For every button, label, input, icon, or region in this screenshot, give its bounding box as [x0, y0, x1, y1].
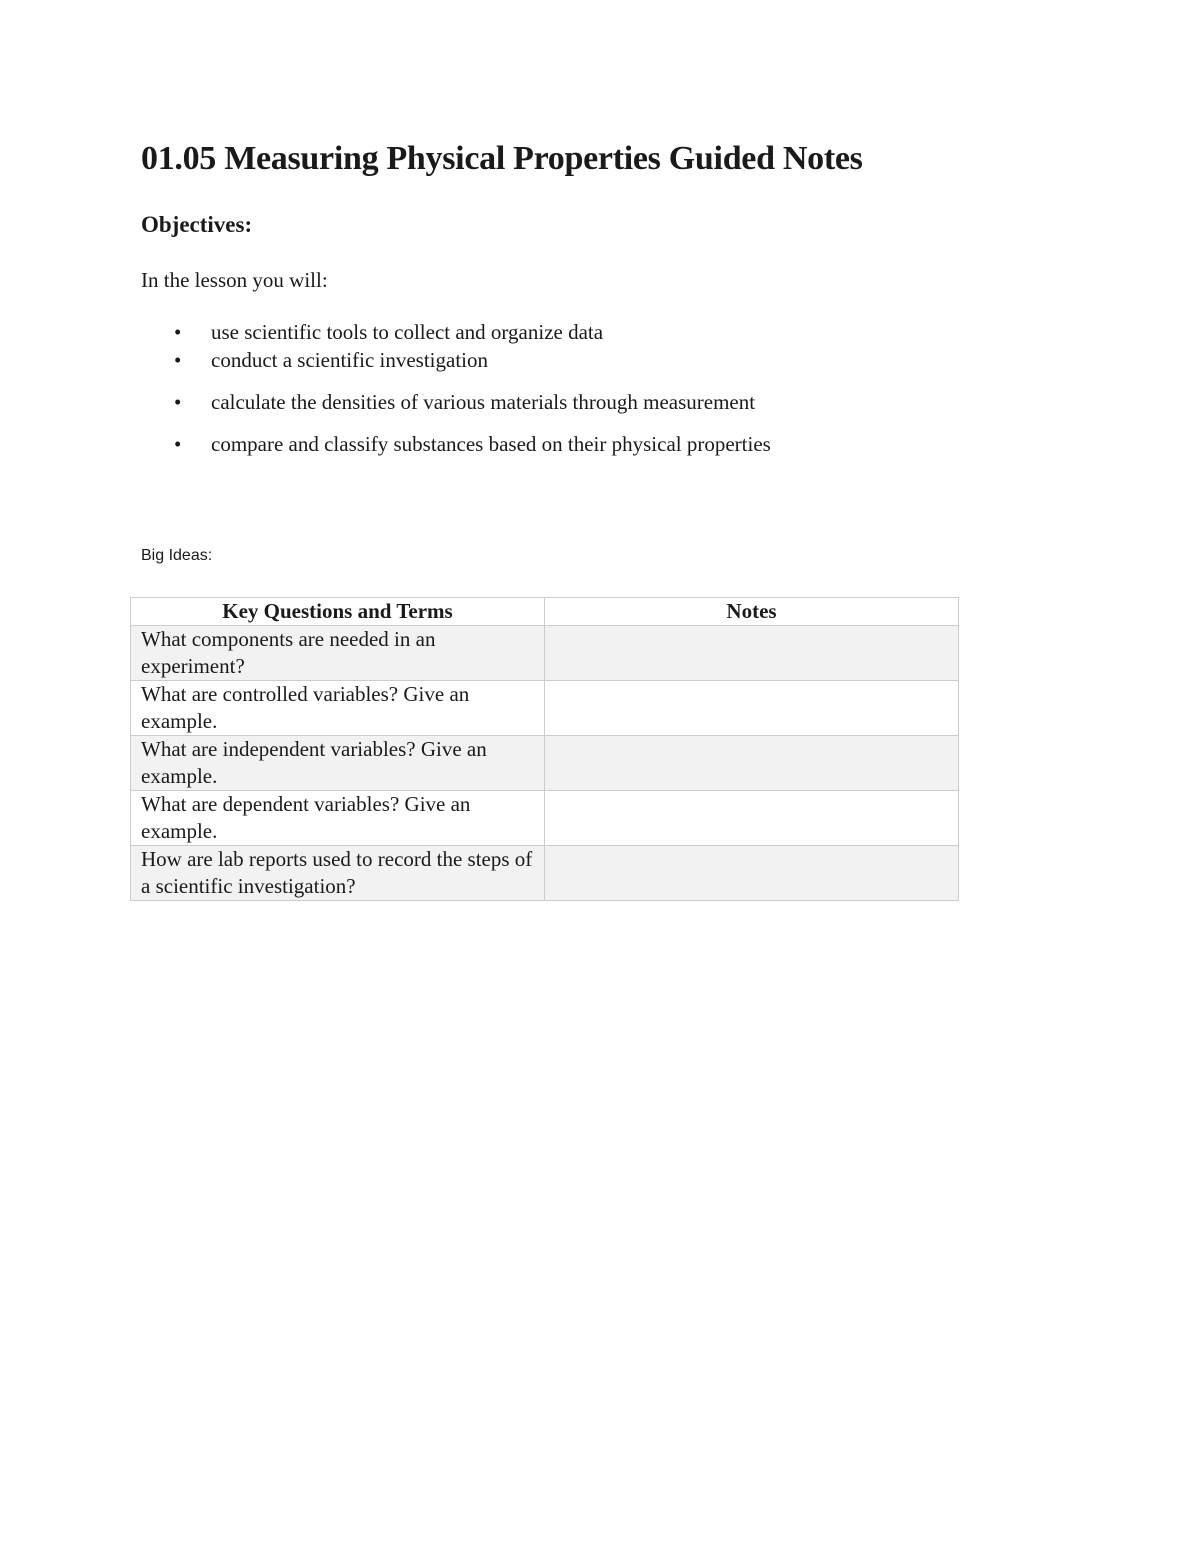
notes-cell[interactable]: [545, 846, 959, 901]
question-cell: How are lab reports used to record the steps of a scientific investigation?: [131, 846, 545, 901]
table-row: [131, 681, 959, 736]
table-row: [131, 791, 959, 846]
objectives-intro: In the lesson you will:: [141, 268, 328, 292]
objective-item: • calculate the densities of various materials through measurement: [141, 390, 771, 415]
table-row: [131, 846, 959, 901]
objective-item: • compare and classify substances based on their physical properties: [141, 432, 771, 457]
table-row: [131, 736, 959, 791]
objectives-list: [141, 320, 771, 457]
guided-notes-table: [130, 597, 959, 901]
question-cell: What are dependent variables? Give an example.: [131, 791, 545, 846]
question-cell: What are controlled variables? Give an example.: [131, 681, 545, 736]
table-row: [131, 626, 959, 681]
table-header-row: [131, 598, 959, 626]
question-cell: What are independent variables? Give an example.: [131, 736, 545, 791]
notes-cell[interactable]: [545, 791, 959, 846]
big-ideas-label: Big Ideas:: [141, 547, 213, 564]
page-title: 01.05 Measuring Physical Properties Guided Notes: [141, 140, 863, 177]
header-key-questions: Key Questions and Terms: [131, 598, 545, 626]
notes-cell[interactable]: [545, 626, 959, 681]
objectives-heading: Objectives:: [141, 212, 253, 237]
header-notes: Notes: [545, 598, 959, 626]
notes-cell[interactable]: [545, 736, 959, 791]
question-cell: What components are needed in an experiment?: [131, 626, 545, 681]
objective-item: • conduct a scientific investigation: [141, 348, 771, 373]
notes-cell[interactable]: [545, 681, 959, 736]
objective-item: • use scientific tools to collect and organize data: [141, 320, 771, 345]
